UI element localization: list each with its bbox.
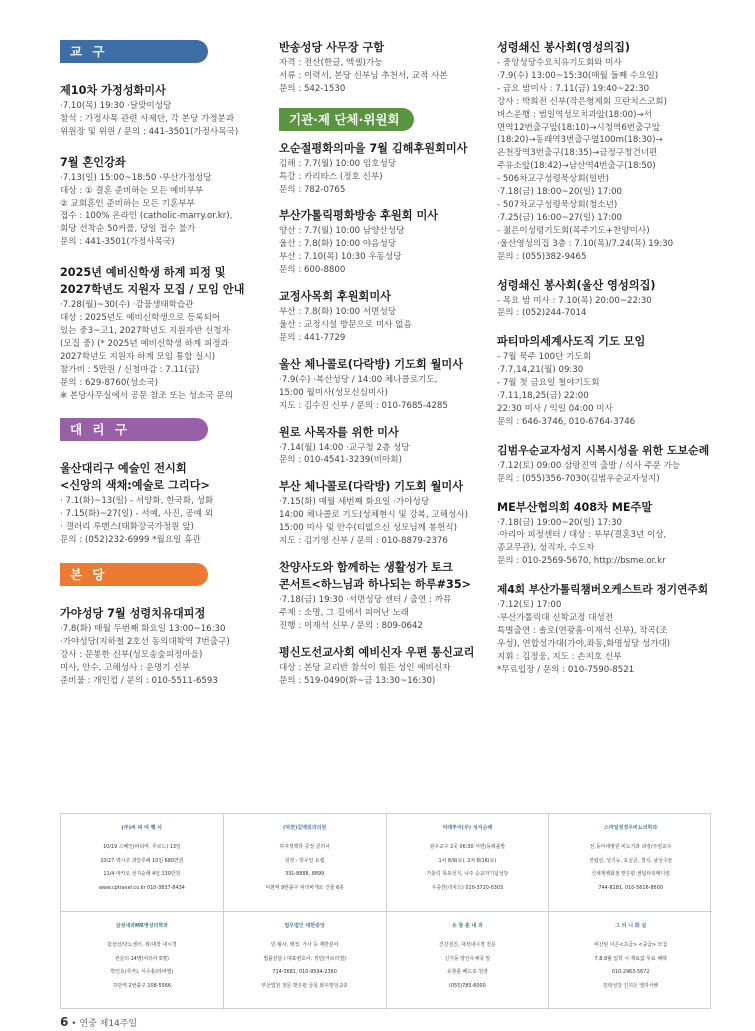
notice-line: 주유소앞(18:42)→남산역4번출구(18:50) bbox=[497, 161, 656, 172]
notice-entry bbox=[279, 560, 487, 633]
notice-line: 지휘 : 김정웅, 지도 : 손지호 신부 bbox=[497, 651, 622, 662]
notice-line: - 젊은이성령기도회(목주기도+찬양미사) bbox=[497, 225, 650, 236]
notice-entry bbox=[60, 83, 268, 139]
notice-line: ·7.28(월)~30(수) ·감물생태학습관 bbox=[60, 300, 194, 311]
notice-line: - 목요 밤 미사 : 7.10(목) 20:00~22:30 bbox=[497, 295, 652, 306]
notice-line: · 7.15(화)~27(일) - 서예, 사진, 공예 외 bbox=[60, 509, 214, 520]
ad-line: 10/19 스페인(파티마, 루르드) 13일 bbox=[103, 844, 181, 850]
section-header: 본 당 bbox=[60, 563, 208, 586]
notice-line: 주제 : 소명, 그 길에서 피어난 노래 bbox=[279, 607, 409, 618]
notice-line: 참석 : 가정사목 관련 사제단, 각 본당 가정분과 bbox=[60, 113, 235, 124]
notice-line: 문의 : 441-3501(가정사목국) bbox=[60, 237, 175, 248]
ad-line: (055)785-6000 bbox=[449, 982, 486, 989]
notice-line: 대상 : 2025년도 예비신학생으로 등록되어 bbox=[60, 313, 221, 324]
notice-title-line2: 2027학년도 지원자 모집 / 모임 안내 bbox=[60, 283, 245, 297]
notice-line: 서류 : 이력서, 본당 신부님 추천서, 교적 사본 bbox=[279, 70, 448, 81]
notice-entry bbox=[497, 40, 711, 264]
notice-title: 오순절평화의마을 7월 김해후원회미사 bbox=[279, 141, 468, 155]
notice-line: 문의 : 542-1530 bbox=[279, 83, 346, 94]
notice-line: 14:00 체나콜로 기도(성체현시 및 강복, 고해성사) bbox=[279, 510, 468, 521]
notice-line: ·7.8(화) 매월 두번째 화요일 13:00~16:30 bbox=[60, 624, 226, 635]
notice-title: 평신도선교사회 예비신자 우편 통신교리 bbox=[279, 645, 475, 659]
notice-title: ME부산협의회 408차 ME주말 bbox=[497, 500, 653, 514]
ad-line: 원장 : 박우일 요셉 bbox=[284, 857, 325, 864]
notice-entry bbox=[279, 289, 487, 345]
ad-box bbox=[224, 912, 387, 1010]
notice-title: 김범우순교자성지 시복시성을 위한 도보순례 bbox=[497, 443, 710, 457]
notice-title: 울산대리구 예술인 전시회 bbox=[60, 462, 187, 476]
notice-line: ·7.9(수) 13:00~15:30(매월 둘째 수요일) bbox=[497, 70, 659, 81]
notice-line: *무료입장 / 문의 : 010-7590-8521 bbox=[497, 664, 635, 675]
notice-line: 문의 : 519-0490(화~금 13:30~16:30) bbox=[279, 675, 436, 686]
notice-line: ·부산가톨릭대 신학교정 대성전 bbox=[497, 613, 614, 624]
notice-title: 2025년 예비신학생 하계 피정 및 bbox=[60, 266, 226, 280]
notice-line: ·7.18(금) 19:30 ·서면성당 센터 / 출연 : 까뮤 bbox=[279, 594, 452, 605]
ad-line: 7,8,9월 입학 시 재료값 무료 혜택 bbox=[594, 955, 667, 962]
notice-title: 성령쇄신 봉사회(영성의집) bbox=[497, 41, 630, 54]
ad-line: 전문의 14명(여의사 5명) bbox=[114, 955, 169, 962]
section-header: 기관·제 단체·위원회 bbox=[279, 108, 414, 131]
notice-line: 15:00 월미사(성모신심미사) bbox=[279, 387, 388, 398]
ad-line: 하단역 2번출구 208-5566 bbox=[112, 982, 171, 989]
ad-line: 민락성당 진귀은 엘리사벳 bbox=[603, 982, 659, 989]
notice-title: 교정사목회 후원회미사 bbox=[279, 290, 391, 304]
notice-line: 부산 : 7.8(화) 10:00 서면성당 bbox=[279, 307, 397, 318]
notice-line: - 7월 묵주 100단 기도회 bbox=[497, 352, 592, 363]
ad-line: www.cptravel.co.kr 010-3837-6434 bbox=[98, 884, 185, 891]
notice-line: 문의 : 010-2569-5670, http://bsme.or.kr bbox=[497, 556, 666, 567]
notice-entry bbox=[60, 265, 268, 402]
ad-line: 유창훈 베드로 원장 bbox=[446, 969, 488, 975]
notice-line: 2027학년도 지원자 하계 모임 통합 실시) bbox=[60, 351, 216, 362]
notice-line: 접수 : 100% 온라인 (catholic-marry.or.kr), bbox=[60, 211, 233, 222]
notice-line: ※ 본당사무실에서 공문 참조 또는 성소국 문의 bbox=[60, 390, 234, 401]
notice-line: 강사 : 문봉한 신부(성모송숲피정마을) bbox=[60, 649, 203, 660]
notice-entry bbox=[279, 479, 487, 548]
notice-line: ·울산영성의집 3층 : 7.10(목)/7.24(목) 19:30 bbox=[497, 238, 674, 249]
ad-name: 미래투어(주) 성지순례 bbox=[442, 825, 493, 831]
notice-line: 울산 : 7.8(화) 10:00 야음성당 bbox=[279, 239, 397, 250]
ad-box bbox=[387, 912, 550, 1010]
notice-title: 찬양사도와 함께하는 생활성가 토크 bbox=[279, 560, 453, 574]
ads-grid bbox=[60, 813, 711, 1009]
notice-line: (모집 중) (* 2025년 예비신학생 하계 피정과 bbox=[60, 338, 229, 349]
notice-line: · 7.1(화)~13(일) - 서양화, 한국화, 성화 bbox=[60, 496, 214, 507]
ad-line: 010-2963-5672 bbox=[611, 969, 650, 975]
notice-title: 반송성당 사무장 구함 bbox=[279, 41, 385, 54]
notice-line: ·7.15(화) 매월 세번째 화요일 ·가야성당 bbox=[279, 497, 430, 508]
notice-line: ·7.25(금) 16:00~27(일) 17:00 bbox=[497, 212, 623, 223]
notice-line: 문의 : 782-0765 bbox=[279, 184, 346, 195]
notice-line: ·7.18(금) 18:00~20(일) 17:00 bbox=[497, 187, 623, 198]
notice-entry bbox=[497, 582, 711, 676]
notice-line: 대상 : ① 결혼 준비하는 모든 예비부부 bbox=[60, 185, 204, 196]
notice-entry bbox=[279, 141, 487, 197]
ad-line: 비잔틴 이콘<초급> <중급> 모집 bbox=[594, 942, 668, 948]
column-middle bbox=[279, 40, 487, 699]
notice-line: 22:30 미사 / 익일 04:00 미사 bbox=[497, 403, 613, 414]
notice-entry bbox=[60, 606, 268, 688]
notice-line: ·7.12(토) 17:00 bbox=[497, 600, 562, 611]
notice-title: 7월 혼인강좌 bbox=[60, 155, 126, 169]
notice-line: ·7.7,14,21(월) 09:30 bbox=[497, 365, 584, 376]
ad-name: (덕천)길맥외과의원 bbox=[283, 825, 327, 831]
section-header: 대 리 구 bbox=[60, 418, 208, 441]
ad-line: 신기동 양산우체국 앞 bbox=[444, 955, 491, 962]
ad-line: 건강검진, 대장내시경 전문 bbox=[439, 942, 496, 948]
ad-box bbox=[61, 814, 224, 912]
ad-line: 덕천역 9번출구 파리바게트 건물 6층 bbox=[265, 884, 344, 891]
notice-line: 특별출연 : 솔로(연광흠·이재석 신부), 작곡(조 bbox=[497, 626, 668, 636]
notice-line: ·7.12(토) 09:00 삼랑진역 출발 / 식사 주문 가능 bbox=[497, 460, 681, 471]
notice-entry bbox=[497, 278, 711, 321]
notice-line: 온천장역3번출구(18:35)→금정구청건너편 bbox=[497, 148, 658, 159]
ad-name: 그 리 니 화 실 bbox=[615, 923, 647, 929]
ad-box bbox=[61, 912, 224, 1010]
ad-line: 부산법원 정문 맞은편 골목 와우빌딩 2층 bbox=[261, 982, 348, 989]
notice-line: 미사, 안수, 고해성사 : 운명기 신부 bbox=[60, 662, 190, 673]
notice-line: 자격 : 전산(한글, 엑셀)가능 bbox=[279, 58, 383, 68]
notice-line: 대상 : 본당 교리반 참석이 힘든 성인 예비신자 bbox=[279, 662, 451, 673]
ad-box bbox=[549, 814, 712, 912]
notice-entry bbox=[279, 425, 487, 468]
ad-line: 법률상담 / 대표변호사. 정민(가브리엘) bbox=[263, 955, 346, 962]
notice-title: 부산 체나콜로(다락방) 기도회 월미사 bbox=[279, 480, 464, 494]
notice-entry bbox=[279, 357, 487, 413]
ad-line: 가톨릭 목포성지, 나주 순교자기념성당 bbox=[426, 871, 509, 877]
notice-line: - 7월 첫 금요일 철야기도회 bbox=[497, 378, 600, 389]
notice-line: 김해 : 7.7(월) 10:00 임호성당 bbox=[279, 158, 397, 169]
notice-line: ·7.14(월) 14:00 ·교구청 2층 성당 bbox=[279, 442, 410, 453]
notice-title: 성령쇄신 봉사회(울산 영성의집) bbox=[497, 278, 656, 292]
notice-line: 면역12번출구앞(18:10)→시청역6번출구앞 bbox=[497, 122, 660, 133]
ad-line: 744-8181, 010-5616-8600 bbox=[598, 884, 663, 891]
notice-entry bbox=[279, 208, 487, 277]
notice-line: 지도 : 김기영 신부 / 문의 : 010-8879-2376 bbox=[279, 536, 448, 547]
notice-line: ② 교회혼인 준비하는 모든 기혼부부 bbox=[60, 198, 195, 209]
ad-line: 1차 8/9(토), 2차 8/16(토) bbox=[438, 857, 497, 864]
ad-line: 민·형사, 행정, 가사 등 제반분야 bbox=[270, 942, 339, 948]
ad-line: 331-8888, 8899 bbox=[285, 871, 325, 877]
ad-line: 10/27 멕시코 과달루페 10일 680만원 bbox=[100, 857, 184, 864]
ad-box bbox=[224, 814, 387, 912]
notice-title-line2: <신앙의 색채:예술로 그리다> bbox=[60, 479, 210, 493]
ad-line: 우종한(리차드) 010-3720-0303 bbox=[431, 884, 504, 891]
notice-title: 제10차 가정성화미사 bbox=[60, 84, 166, 97]
notice-title: 가야성당 7월 성령치유대피정 bbox=[60, 607, 206, 621]
notice-title-line2: 콘서트<하느님과 하나되는 하루#35> bbox=[279, 577, 471, 591]
notice-line: 준비물 : 개인컵 / 문의 : 010-5511-6593 bbox=[60, 675, 218, 686]
notice-entry bbox=[497, 334, 711, 428]
notice-line: 문의 : (052)232-6999 *월요일 휴관 bbox=[60, 535, 201, 546]
ad-name: 유 창 훈 내 과 bbox=[451, 923, 483, 929]
notice-title: 부산가톨릭평화방송 후원회 미사 bbox=[279, 209, 439, 223]
notice-line: 위원장 및 위원 / 문의 : 441-3501(가정사목국) bbox=[60, 126, 239, 137]
ad-name: 삼성내과MR영상의학과 bbox=[115, 923, 169, 929]
ad-line: 11/4 마카오 성지순례 4일 130만원 bbox=[103, 871, 181, 877]
ad-name: 스마일정경우비뇨의학과 bbox=[604, 825, 658, 831]
ad-line: 전립선, 성기능, 요실금, 결석, 남성수술 bbox=[588, 857, 673, 864]
notice-entry bbox=[279, 40, 487, 96]
ad-line: 신세계백화점 맞은편 센텀타워메디컬 bbox=[591, 871, 670, 877]
ad-name: (주)씨 피 여 행 사 bbox=[121, 825, 163, 831]
notice-entry bbox=[279, 645, 487, 688]
notice-line: ·아리아 피정센터 / 대상 : 부부(결혼3년 이상, bbox=[497, 530, 667, 541]
notice-line: 종교무관), 성직자, 수도자 bbox=[497, 543, 595, 554]
column-right bbox=[497, 40, 711, 691]
notice-line: 문의 : 629-8760(성소국) bbox=[60, 377, 158, 388]
notice-line: - 중앙성당수요치유기도회와 미사 bbox=[497, 58, 622, 68]
notice-line: 우성), 연합성가대(가야,좌동,화명성당 성가대) bbox=[497, 638, 671, 649]
page-footer-label: • 연중 제14주일 bbox=[71, 1019, 138, 1029]
notice-entry bbox=[497, 443, 711, 486]
notice-line: ·7.13(일) 15:00~18:50 ·부산가정성당 bbox=[60, 172, 212, 183]
notice-title: 파티마의세계사도직 기도 모임 bbox=[497, 335, 646, 349]
notice-line: 문의 : 441-7729 bbox=[279, 332, 346, 343]
ad-box bbox=[549, 912, 712, 1010]
ad-line: 하지정맥류 증정 클리닉 bbox=[279, 844, 330, 850]
ad-box bbox=[387, 814, 550, 912]
notice-line: 문의 : (055)382-9465 bbox=[497, 251, 587, 262]
page-number: 6 bbox=[60, 1015, 69, 1029]
notice-line: 문의 : (052)244-7014 bbox=[497, 308, 587, 319]
section-header: 교 구 bbox=[60, 40, 208, 63]
notice-line: 특강 : 카리타스 (정호 신부) bbox=[279, 171, 383, 182]
notice-title: 원로 사목자를 위한 미사 bbox=[279, 425, 399, 439]
ad-line: 박인호(루카), 서수홍(라파엘) bbox=[110, 969, 174, 975]
notice-line: 지도 : 김수진 신부 / 문의 : 010-7685-4285 bbox=[279, 400, 448, 411]
notice-entry bbox=[497, 500, 711, 569]
ad-name: 법무법인 대한중앙 bbox=[284, 923, 325, 929]
ad-line: 갑상선/당뇨센터, 위/대장 내시경 bbox=[107, 942, 177, 948]
notice-line: - 507차교구성령묵상회(청소년) bbox=[497, 199, 618, 210]
notice-line: ·가야성당(지하철 2호선 동의대학역 7번출구) bbox=[60, 636, 230, 647]
notice-line: 있는 중3~고1, 2027학년도 지원자반 신청자 bbox=[60, 325, 230, 336]
notice-line: 문의 : 600-8800 bbox=[279, 265, 346, 276]
ad-line: 광주교구 2곳 06:30 서면/동래출발 bbox=[429, 844, 506, 850]
notice-line: - 금요 밤미사 : 7.11(금) 19:40~22:30 bbox=[497, 83, 650, 94]
notice-entry bbox=[60, 461, 268, 547]
ad-line: 714-3681, 010-9594-2360 bbox=[272, 969, 337, 975]
ad-line: 전.동아대병원 비뇨기과 과장/주임교수 bbox=[589, 844, 672, 850]
notice-line: 참가비 : 5만원 / 신청마감 : 7.11(금) bbox=[60, 364, 200, 375]
notice-line: 부산 : 7.10(목) 10:30 우동성당 bbox=[279, 252, 402, 263]
notice-line: ·7.9(수) ·복산성당 / 14:00 체나콜로기도, bbox=[279, 374, 438, 385]
notice-line: 버스운행 : 범일역성모치과앞(18:00)→서 bbox=[497, 109, 652, 120]
notice-line: 문의 : (055)356-7030(김범우순교자성지) bbox=[497, 473, 660, 484]
notice-line: 회당 선착순 50커플, 당일 접수 불가 bbox=[60, 224, 196, 235]
notice-title: 제4회 부산가톨릭챔버오케스트라 정기연주회 bbox=[497, 583, 709, 597]
notice-line: · 갤러리 루멘스(태화강국가정원 앞) bbox=[60, 522, 194, 533]
notice-line: 15:00 미사 및 안수(티없으신 성모님께 봉헌식) bbox=[279, 523, 457, 534]
column-left bbox=[60, 40, 268, 704]
notice-line: ·7.10(목) 19:30 ·달맞이성당 bbox=[60, 101, 172, 111]
notice-line: - 506차교구성령묵상회(일반) bbox=[497, 174, 609, 185]
notice-line: 울산 : 교정시설 방문으로 미사 없음 bbox=[279, 319, 412, 330]
notice-title: 울산 체나콜로(다락방) 기도회 월미사 bbox=[279, 357, 464, 371]
notice-line: 문의 : 646-3746, 010-6764-3746 bbox=[497, 416, 636, 427]
notice-line: 문의 : 010-4541-3239(비아회) bbox=[279, 455, 402, 466]
notice-line: (18:20)→동래역3번출구옆100m(18:30)→ bbox=[497, 135, 663, 146]
notice-line: 양산 : 7.7(월) 10:00 남양산성당 bbox=[279, 226, 405, 237]
notice-entry bbox=[60, 155, 268, 249]
notice-line: ·7.18(금) 19:00~20(일) 17:30 bbox=[497, 517, 623, 528]
page-footer bbox=[60, 1015, 137, 1029]
notice-line: 진행 : 이재석 신부 / 문의 : 809-0642 bbox=[279, 620, 423, 631]
notice-line: 강사 : 박희전 신부(작은형제회 프란치스코회) bbox=[497, 96, 667, 107]
notice-line: ·7.11,18,25(금) 22:00 bbox=[497, 391, 589, 402]
